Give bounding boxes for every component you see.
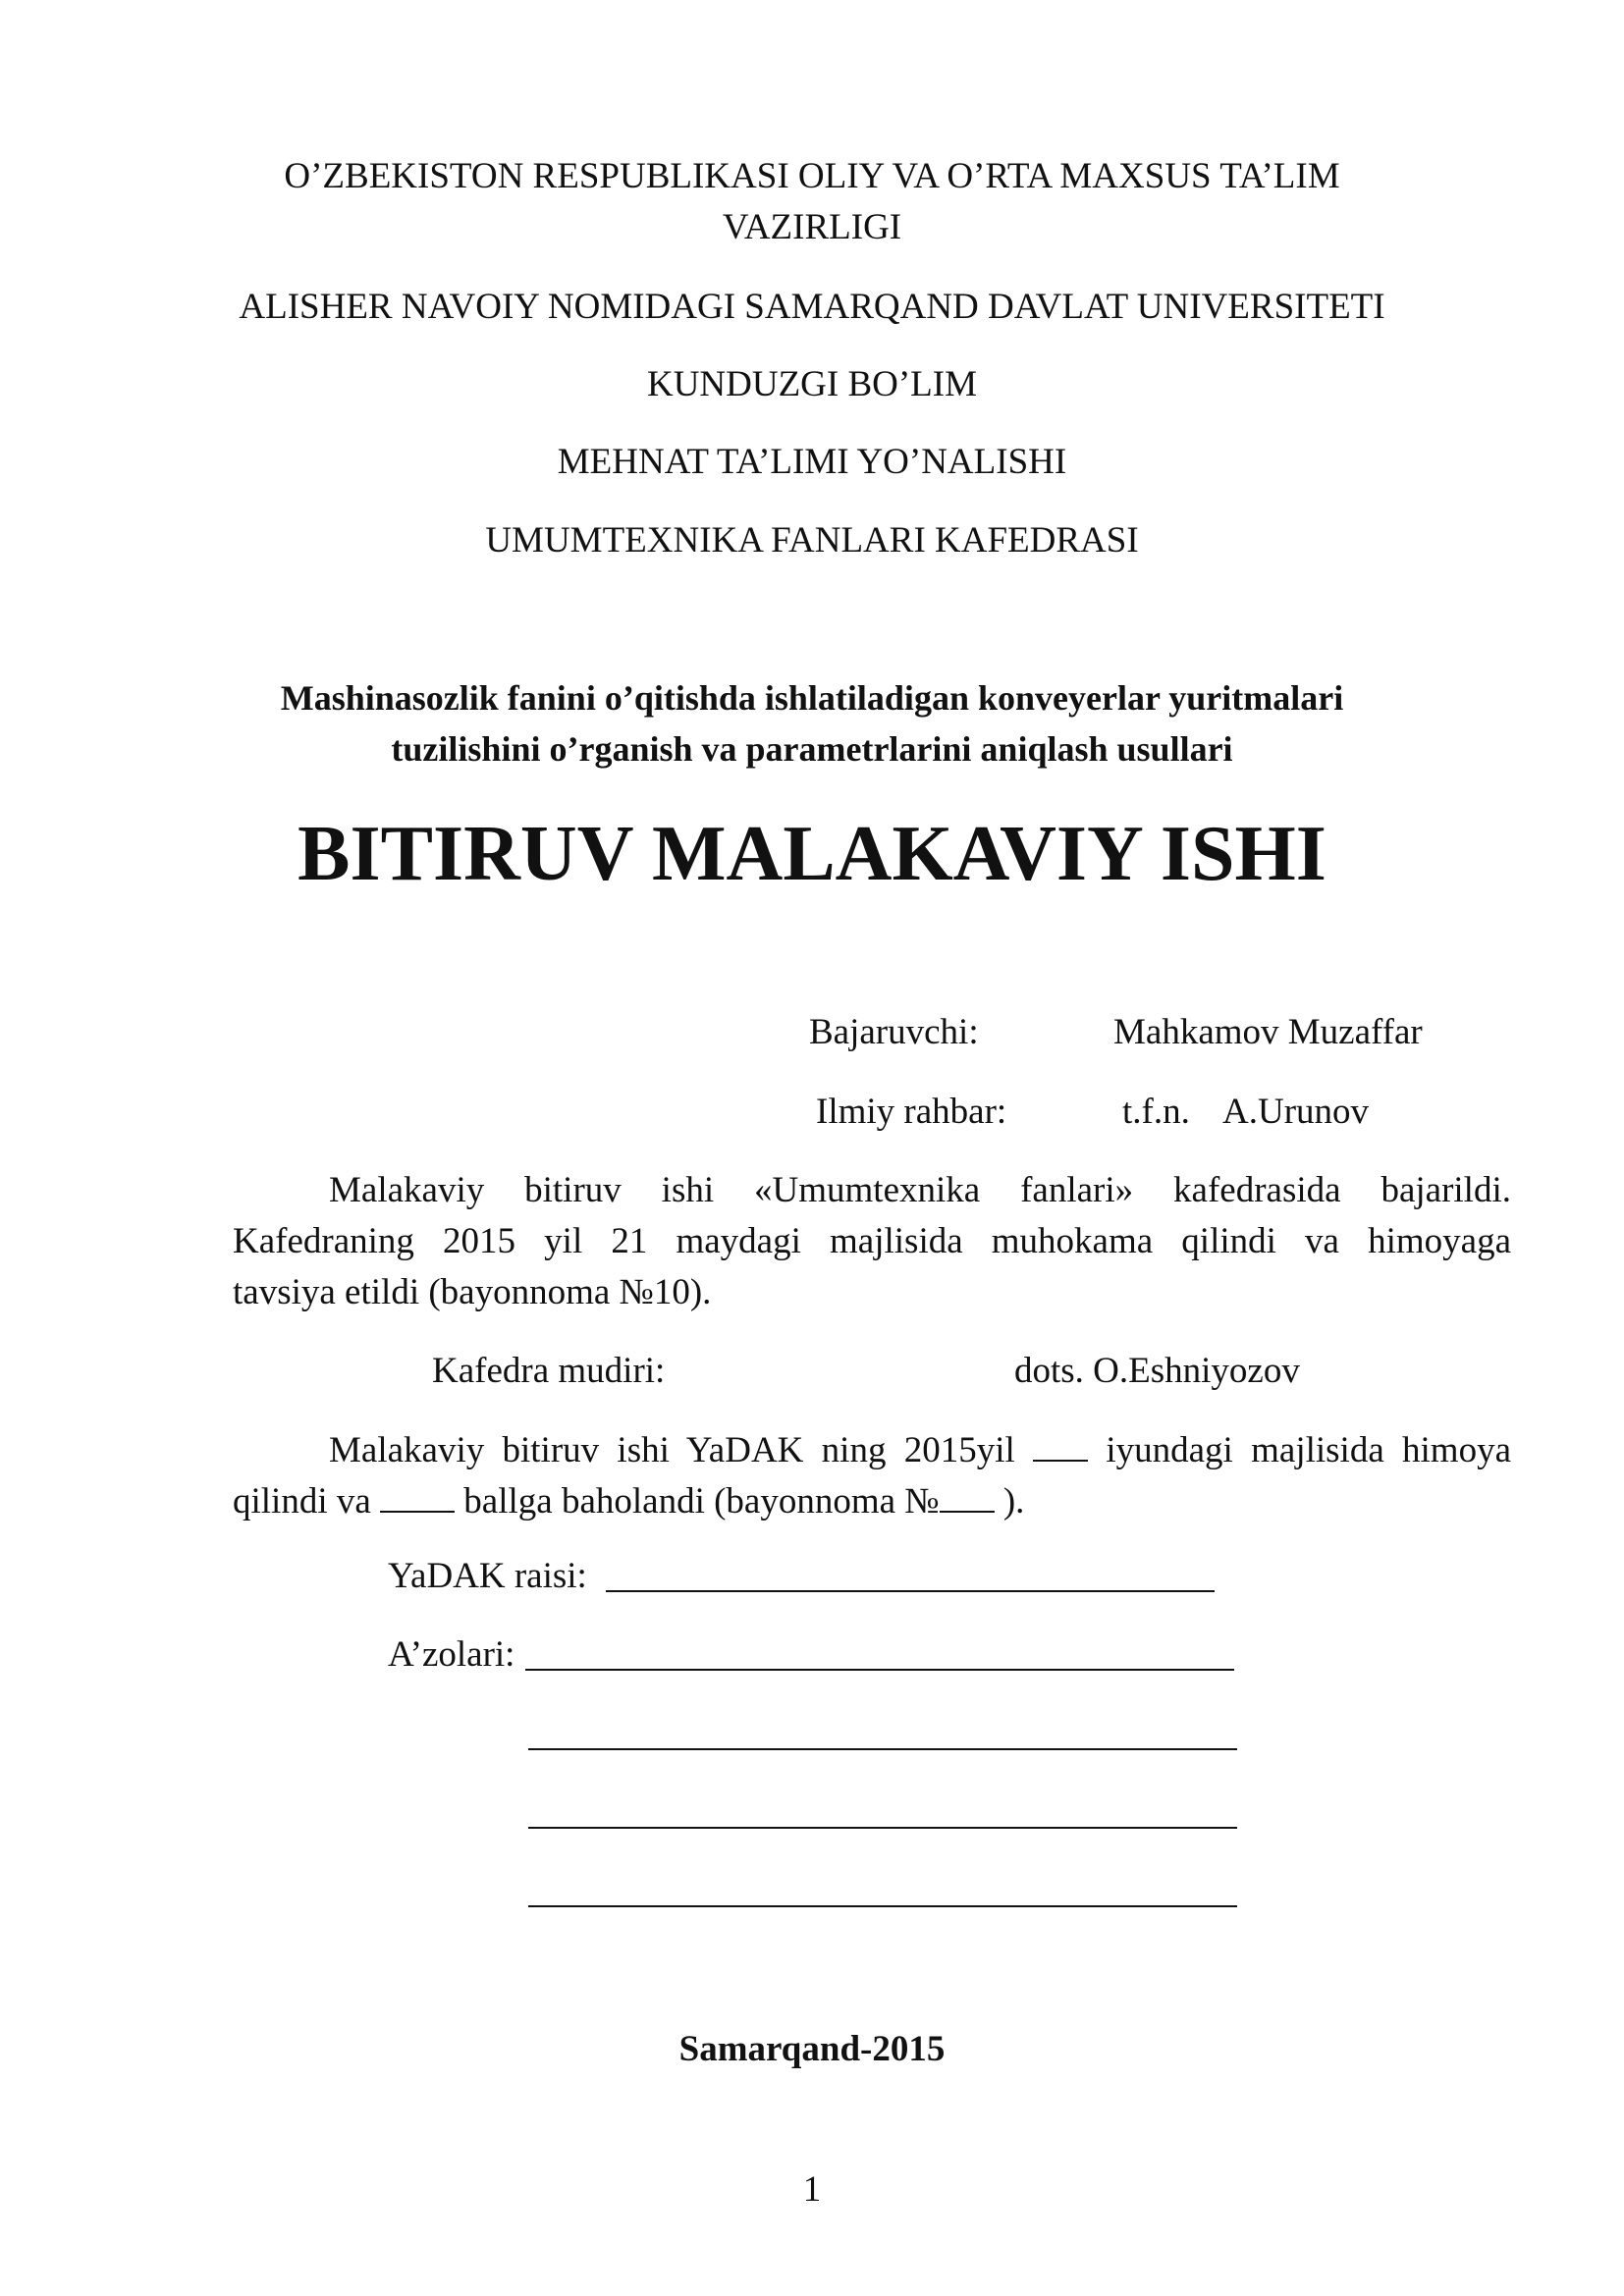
- thesis-topic-line1: Mashinasozlik fanini o’qitishda ishlatiladigan konveyerlar yuritmalari: [280, 678, 1344, 718]
- document-title: BITIRUV MALAKAVIY ISHI: [298, 811, 1326, 897]
- commission-member-signature-line-4[interactable]: [528, 1905, 1237, 1907]
- thesis-topic-line2: tuzilishini o’rganish va parametrlarini aniqlash usullari: [391, 729, 1233, 769]
- defense-line2: qilindi va ballga baholandi (bayonnoma № ).: [233, 1481, 1025, 1522]
- chair-name: UMUMTEXNIKA FANLARI KAFEDRASI: [485, 520, 1139, 561]
- study-direction: MEHNAT TA’LIMI YO’NALISHI: [557, 442, 1067, 482]
- commission-chair-label: YaDAK raisi:: [388, 1556, 587, 1596]
- place-and-year: Samarqand-2015: [678, 2029, 946, 2069]
- supervisor-label: Ilmiy rahbar:: [816, 1092, 1007, 1132]
- approval-line1: Malakaviy bitiruv ishi «Umumtexnika fanlari» kafedrasida bajarildi.: [329, 1170, 1511, 1210]
- commission-members-label: A’zolari:: [388, 1634, 515, 1675]
- ministry-name-line2: VAZIRLIGI: [722, 207, 902, 247]
- university-name: ALISHER NAVOIY NOMIDAGI SAMARQAND DAVLAT UNIVERSITETI: [239, 287, 1385, 327]
- department-type: KUNDUZGI BO’LIM: [646, 364, 978, 404]
- supervisor-degree: t.f.n.: [1122, 1092, 1190, 1132]
- head-of-chair-name: dots. O.Eshniyozov: [1014, 1351, 1300, 1391]
- protocol-number-blank[interactable]: [940, 1481, 995, 1513]
- approval-line2: Kafedraning 2015 yil 21 maydagi majlisida muhokama qilindi va himoyaga: [233, 1221, 1511, 1261]
- head-of-chair-label: Kafedra mudiri:: [432, 1351, 666, 1391]
- approval-line3: tavsiya etildi (bayonnoma №10).: [233, 1272, 712, 1312]
- defense-line1: Malakaviy bitiruv ishi YaDAK ning 2015yil iyundagi majlisida himoya: [329, 1430, 1512, 1470]
- page-number: 1: [802, 2169, 822, 2210]
- commission-member-signature-line-3[interactable]: [528, 1827, 1237, 1829]
- defense-date-blank[interactable]: [1033, 1430, 1088, 1462]
- ministry-name-line1: O’ZBEKISTON RESPUBLIKASI OLIY VA O’RTA MAXSUS TA’LIM: [284, 156, 1340, 196]
- commission-chair-signature-line[interactable]: [606, 1590, 1215, 1592]
- performer-label: Bajaruvchi:: [809, 1012, 979, 1052]
- approval-paragraph: [233, 1165, 1511, 1318]
- grade-blank[interactable]: [380, 1481, 455, 1513]
- performer-name: Mahkamov Muzaffar: [1113, 1012, 1423, 1052]
- defense-paragraph: [233, 1425, 1511, 1527]
- commission-member-signature-line-1[interactable]: [525, 1669, 1234, 1671]
- commission-member-signature-line-2[interactable]: [528, 1748, 1237, 1750]
- supervisor-name: A.Urunov: [1222, 1092, 1370, 1132]
